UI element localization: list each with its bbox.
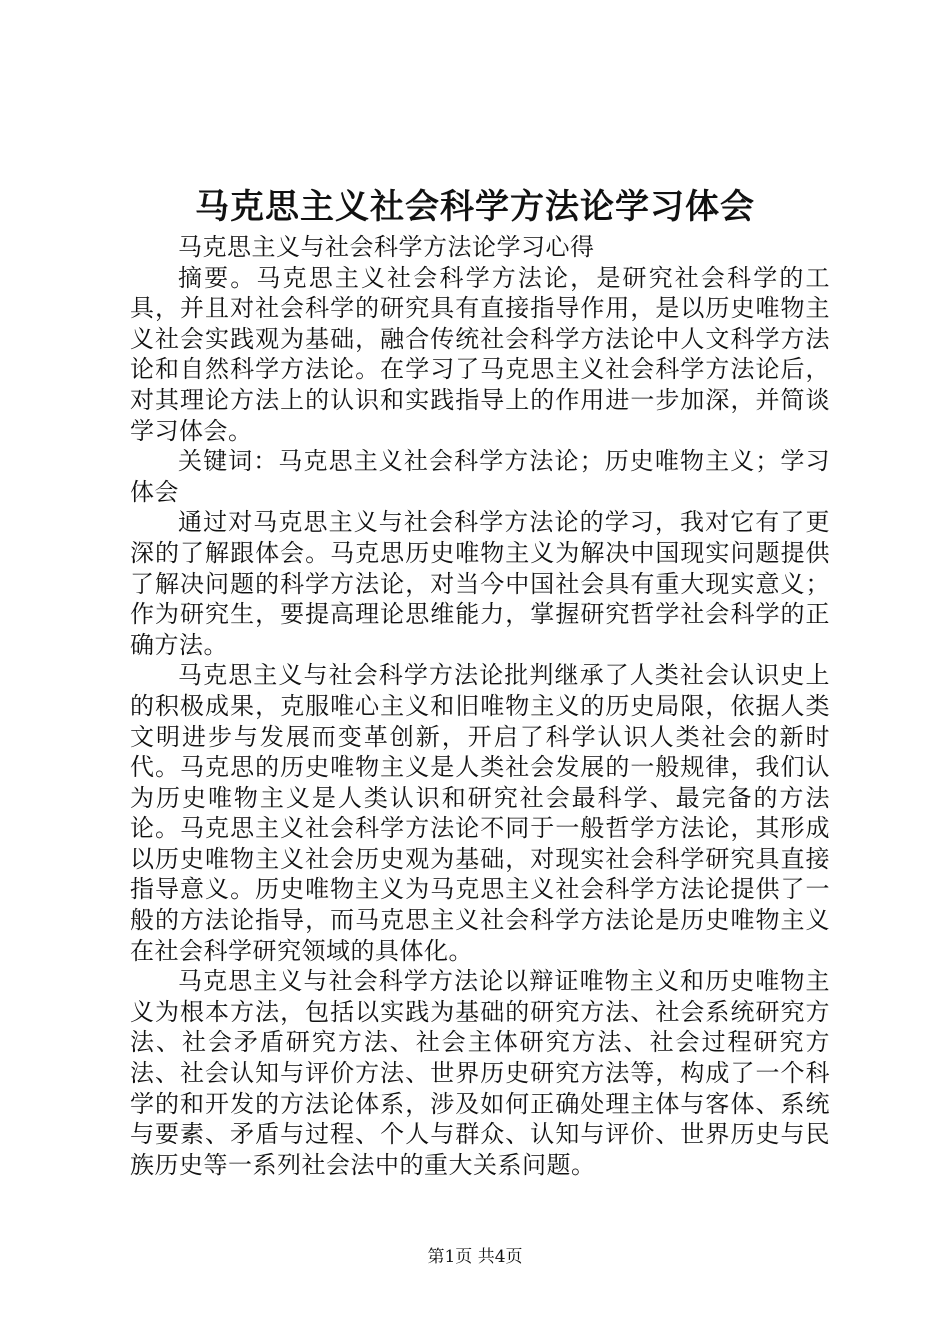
paragraph-abstract: 摘要。马克思主义社会科学方法论，是研究社会科学的工具，并且对社会科学的研究具有直接指导作用，是以历史唯物主义社会实践观为基础，融合传统社会科学方法论中人文科学方法论和自然科学方法论。在学习了马克思主义社会科学方法论后，对其理论方法上的认识和实践指导上的作用进一步加深，并简谈学习体会。 (130, 263, 830, 445)
paragraph-subtitle: 马克思主义与社会科学方法论学习心得 (178, 233, 595, 261)
document-body (130, 232, 830, 1180)
paragraph-body-2: 马克思主义与社会科学方法论批判继承了人类社会认识史上的积极成果，克服唯心主义和旧唯物主义的历史局限，依据人类文明进步与发展而变革创新，开启了科学认识人类社会的新时代。马克思的历史唯物主义是人类社会发展的一般规律，我们认为历史唯物主义是人类认识和研究社会最科学、最完备的方法论。马克思主义社会科学方法论不同于一般哲学方法论，其形成以历史唯物主义社会历史观为基础，对现实社会科学研究具直接指导意义。历史唯物主义为马克思主义社会科学方法论提供了一般的方法论指导，而马克思主义社会科学方法论是历史唯物主义在社会科学研究领域的具体化。 (130, 661, 830, 965)
paragraph-keywords: 关键词：马克思主义社会科学方法论；历史唯物主义；学习体会 (130, 447, 830, 506)
page-title: 马克思主义社会科学方法论学习体会 (195, 187, 755, 227)
page-footer: 第1页 共4页 (427, 1247, 523, 1267)
paragraph-body-1: 通过对马克思主义与社会科学方法论的学习，我对它有了更深的了解跟体会。马克思历史唯物主义为解决中国现实问题提供了解决问题的科学方法论，对当今中国社会具有重大现实意义；作为研究生，要提高理论思维能力，掌握研究哲学社会科学的正确方法。 (130, 508, 830, 659)
paragraph-body-3: 马克思主义与社会科学方法论以辩证唯物主义和历史唯物主义为根本方法，包括以实践为基础的研究方法、社会系统研究方法、社会矛盾研究方法、社会主体研究方法、社会过程研究方法、社会认知与评价方法、世界历史研究方法等，构成了一个科学的和开发的方法论体系，涉及如何正确处理主体与客体、系统与要素、矛盾与过程、个人与群众、认知与评价、世界历史与民族历史等一系列社会法中的重大关系问题。 (130, 967, 830, 1179)
